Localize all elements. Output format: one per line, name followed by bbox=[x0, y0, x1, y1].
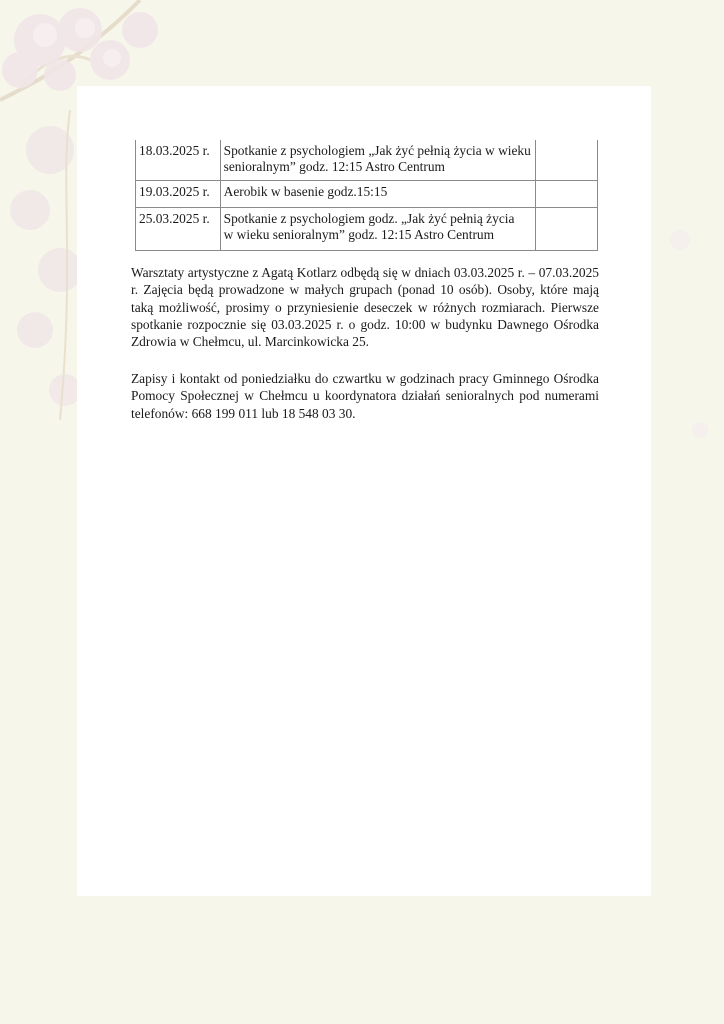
empty-cell bbox=[536, 208, 598, 251]
description-line: Spotkanie z psychologiem „Jak żyć pełnią życia w wieku bbox=[223, 143, 531, 158]
contact-paragraph: Zapisy i kontakt od poniedziałku do czwartku w godzinach pracy Gminnego Ośrodka Pomocy Społecznej w Chełmcu u koordynatora działań senioralnych pod numerami telefonów: 668 199 011 lub 18 548 03 30. bbox=[131, 371, 599, 421]
empty-cell bbox=[536, 140, 598, 181]
schedule-table bbox=[135, 140, 598, 251]
document-page bbox=[77, 86, 651, 896]
description-line: Aerobik w basenie godz.15:15 bbox=[223, 184, 388, 199]
date-cell: 19.03.2025 r. bbox=[136, 181, 221, 208]
description-line: w wieku senioralnym” godz. 12:15 Astro Centrum bbox=[223, 227, 495, 242]
description-cell bbox=[220, 181, 535, 208]
date-cell: 18.03.2025 r. bbox=[136, 140, 221, 181]
table-row bbox=[136, 140, 598, 181]
description-line: Spotkanie z psychologiem godz. „Jak żyć pełnią życia bbox=[223, 211, 515, 226]
description-cell bbox=[220, 208, 535, 251]
description-line: senioralnym” godz. 12:15 Astro Centrum bbox=[223, 159, 445, 174]
description-cell bbox=[220, 140, 535, 181]
date-cell: 25.03.2025 r. bbox=[136, 208, 221, 251]
table-row bbox=[136, 208, 598, 251]
empty-cell bbox=[536, 181, 598, 208]
table-row bbox=[136, 181, 598, 208]
workshops-paragraph: Warsztaty artystyczne z Agatą Kotlarz odbędą się w dniach 03.03.2025 r. – 07.03.2025 r. Zajęcia będą prowadzone w małych grupach (ponad 10 osób). Osoby, które mają taką możliwość, prosimy o przyniesienie deseczek w różnych rozmiarach. Pierwsze spotkanie rozpocznie się 03.03.2025 r. o godz. 10:00 w budynku Dawnego Ośrodka Zdrowia w Chełmcu, ul. Marcinkowicka 25. bbox=[131, 265, 599, 350]
